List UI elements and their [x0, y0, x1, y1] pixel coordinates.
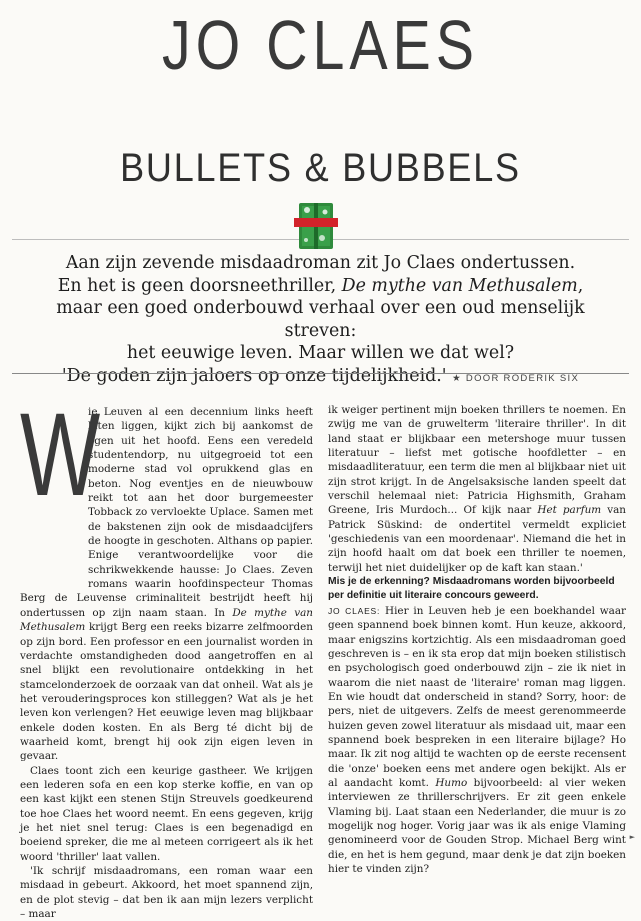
intro-lead	[30, 252, 611, 390]
byline	[452, 373, 579, 384]
star-icon: ★	[452, 372, 462, 384]
drop-cap: W	[20, 389, 101, 521]
interview-answer	[328, 604, 626, 877]
article-paragraph: Claes toont zich een keurige gastheer. We krijgen een lederen sofa en een kop sterke koffie, en van op een kast kijkt een stenen Stijn Streuvels goedkeurend toe hoe Claes het woord neemt. En eens gegeven, krijg je het niet snel terug: Claes is een begenadigd en boeiend spreker, die me al meteen corrigeert als ik het woord 'thriller' laat vallen.	[20, 764, 313, 863]
intro-line-5	[30, 365, 611, 391]
intro-line-4: het eeuwige leven. Maar willen we dat wel?	[126, 343, 515, 363]
magazine-title-inline: Humo	[435, 776, 468, 789]
paragraph-text: ie Leuven al een decennium links heeft laten liggen, kijkt zich bij aankomst de ogen uit het hoofd. Eens een veredeld studentendorp, nu uitgegroeid tot een moderne stad vol oprukkend glas en beton. Nog eventjes en de nieuwbouw reikt tot aan het door burgemeester Tobback zo vervloekte Uplace. Samen met de bakstenen zijn ook de misdaadcijfers de hoogte in geschoten. Althans op papier. Enige verantwoordelijke voor die schrikwekkende hausse: Jo Claes. Zeven romans waarin hoofdinspecteur Thomas Berg de Leuvense criminaliteit bestrijdt heeft hij ondertussen op zijn naam staan. In	[20, 406, 313, 619]
paragraph-text: ik weiger pertinent mijn boeken thrillers te noemen. En zwijg me van de gruwelterm 'literaire thriller'. In dit land staat er blijkbaar een metershoge muur tussen literatuur – liefst met gotische hoofdletter – en misdaadliteratuur, een term die men al blijkbaar niet uit zijn strot krijgt. In de Angelsaksische landen speelt dat verschil helemaal niet: Patricia Highsmith, Graham Greene, Iris Murdoch... Of kijk naar	[328, 404, 626, 517]
intro-line-2-end: ,	[577, 275, 584, 296]
paragraph-text: bijvoorbeeld: al vier weken interviewen ze thrillerschrijvers. Er zit geen enkele Vlaming bij. Laat staan een Nederlander, die muur is zo mogelijk nog hoger. Vorig jaar was ik als enige Vlaming genomineerd voor de Gouden Strop. Michael Berg wint die, en het is hem gegund, maar denk je dat zijn boeken hier te vinden zijn?	[328, 776, 626, 875]
book-icon	[292, 200, 340, 252]
intro-line-2-text: En het is geen doorsneethriller,	[57, 275, 342, 296]
book-title-inline: De mythe van Methusalem	[20, 606, 313, 634]
intro-quote: 'De goden zijn jaloers op onze tijdelijkheid.'	[61, 365, 447, 386]
book-title: De mythe van Methusalem	[341, 275, 578, 296]
article-paragraph	[328, 403, 626, 575]
interview-question: Mis je de erkenning? Misdaadromans worden bijvoorbeeld per definitie uit literaire concours geweerd.	[328, 576, 615, 602]
arrow-right-icon: ►	[629, 833, 635, 841]
article-paragraph: 'Ik schrijf misdaadromans, een roman waar een misdaad in gebeurt. Akkoord, het moet spannend zijn, en de plot stevig – dat ben ik aan mijn lezers verplicht – maar	[20, 865, 313, 921]
intro-rule	[12, 373, 629, 374]
paragraph-text: krijgt Berg een reeks bizarre zelfmoorden op zijn bord. Een professor en een journalist worden in verdachte omstandigheden dood aangetroffen en al snel blijkt een revolutionaire ontdekking in het stamcelonderzoek de oorzaak van dat onheil. Wat als je het verouderingsproces kon stilleggen? Wat als je het leven kon verlengen? Het eeuwige leven mag blijkbaar enkele doden kosten. En als Berg té dicht bij de waarheid komt, brengt hij ook zijn eigen leven in gevaar.	[20, 621, 313, 763]
page-subtitle: BULLETS & BUBBELS	[120, 146, 521, 190]
paragraph-text: van Patrick Süskind: de ondertitel vermeldt expliciet 'geschiedenis van een moordenaar'. Niemand die het in zijn hoofd haalt om dat boek een thriller te noemen, terwijl het niet duidelijker op de kaft kan staan.'	[328, 504, 626, 574]
article-paragraph	[20, 389, 313, 764]
intro-line-1: Aan zijn zevende misdaadroman zit Jo Claes ondertussen.	[65, 253, 576, 273]
article-column-left	[20, 389, 313, 921]
paragraph-text: Hier in Leuven heb je een boekhandel waar geen spannend boek binnen komt. Hun keuze, akkoord, maar enigszins kortzichtig. Als een misdaadroman goed geschreven is – en ik sta erop dat mijn boeken stilistisch en psychologisch goed onderbouwd zijn – zie ik niet in waarom die niet naast de 'literaire' roman mag liggen. En wie houdt dat onderscheid in stand? Sorry, hoor: de pers, niet de uitgevers. Zelfs de meest gerenommeerde huizen geven zowel literatuur als misdaad uit, maar een spannend boek bespreken in een literaire bijlage? Ho maar. Ik zit nog altijd te wachten op de eerste recensent die 'onze' boeken eens met andere ogen bekijkt. Als er al aandacht komt.	[328, 604, 626, 789]
byline-text: DOOR RODERIK SIX	[465, 372, 580, 384]
page-title: JO CLAES	[162, 6, 479, 84]
speaker-label: JO CLAES:	[328, 605, 381, 616]
intro-line-3: maar een goed onderbouwd verhaal over een oud menselijk streven:	[56, 298, 585, 341]
intro-line-2	[30, 275, 611, 298]
article-column-right	[328, 403, 626, 876]
book-title-inline: Het parfum	[537, 504, 602, 517]
